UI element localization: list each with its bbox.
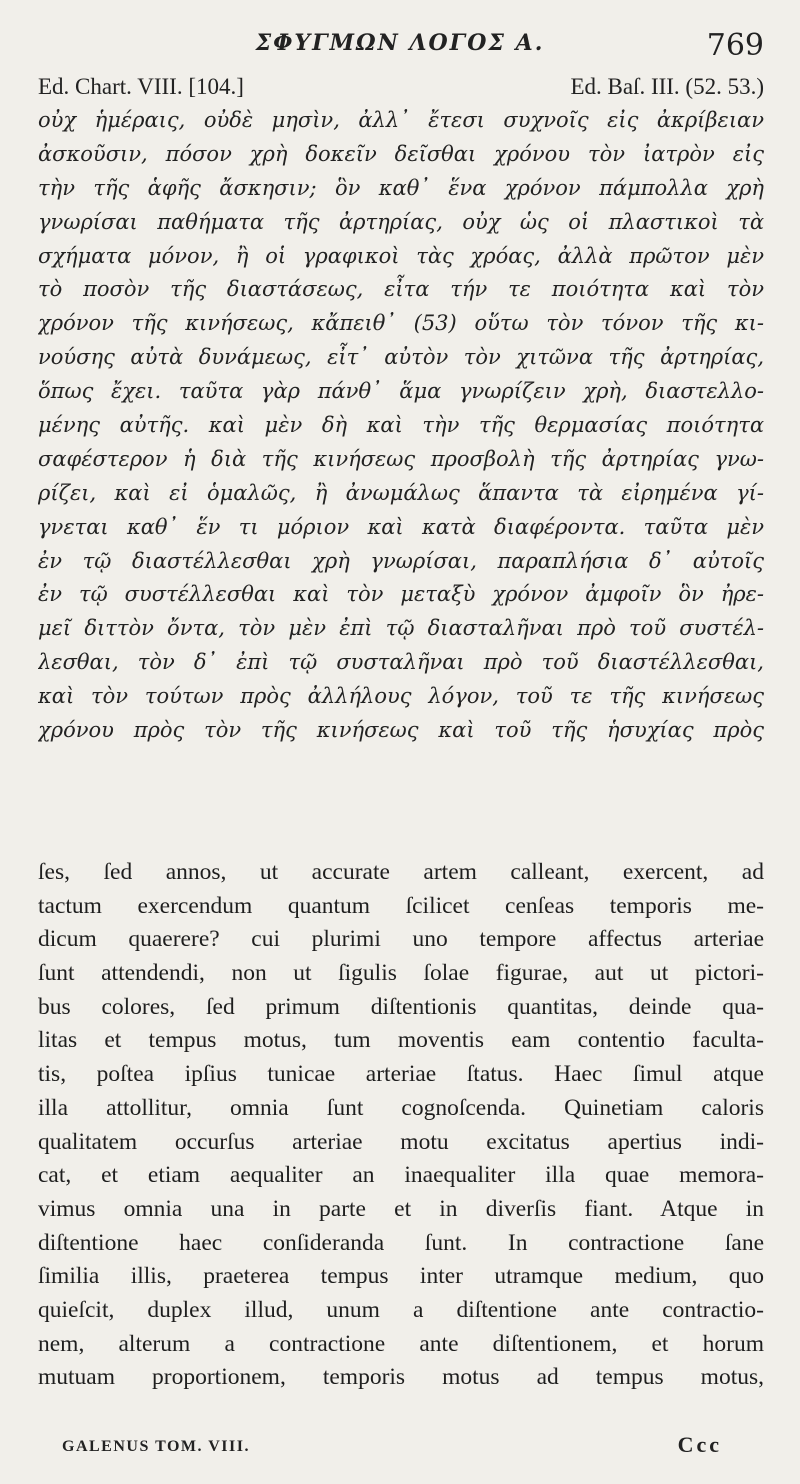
running-title: ΣΦΥΓΜΩΝ ΛΟΓΟΣ Α. (255, 30, 545, 56)
latin-line: quieſcit, duplex illud, unum a diſtentione ante contractio- (38, 1296, 764, 1323)
latin-line: tis, poſtea ipſius tunicae arteriae ſtatus. Haec ſimul atque (38, 1061, 764, 1088)
greek-line: τὸ ποσὸν τῆς διαστάσεως, εἶτα τήν τε ποιότητα καὶ τὸν (38, 277, 764, 302)
edition-reference-left: Ed. Chart. VIII. [104.] (38, 74, 244, 99)
latin-line: tactum exercendum quantum ſcilicet cenſeas temporis me- (38, 892, 764, 919)
signature-left: GALENUS TOM. VIII. (62, 1438, 250, 1455)
latin-line: dicum quaerere? cui plurimi uno tempore affectus arteriae (38, 926, 764, 953)
greek-line: καὶ τὸν τούτων πρὸς ἀλλήλους λόγον, τοῦ τε τῆς κινήσεως (38, 684, 764, 709)
edition-reference-line (38, 74, 764, 100)
latin-line: qualitatem occurſus arteriae motu excitatus apertius indi- (38, 1128, 764, 1155)
greek-line: ἐν τῷ διαστέλλεσθαι χρὴ γνωρίσαι, παραπλήσια δ᾽ αὐτοῖς (38, 548, 764, 573)
page-footer (62, 1432, 722, 1458)
greek-line: μένης αὐτῆς. καὶ μὲν δὴ καὶ τὴν τῆς θερμασίας ποιότητα (38, 413, 764, 438)
latin-line: mutuam proportionem, temporis motus ad tempus motus, (38, 1364, 764, 1391)
latin-text-block (38, 856, 764, 1395)
latin-line: ſunt attendendi, non ut ſigulis ſolae figurae, aut ut pictori- (38, 960, 764, 987)
latin-line: ſimilia illis, praeterea tempus inter utramque medium, quo (38, 1263, 764, 1290)
latin-line: diſtentione haec conſideranda ſunt. In contractione ſane (38, 1229, 764, 1256)
greek-line: μεῖ διττὸν ὄντα, τὸν μὲν ἐπὶ τῷ διασταλῆναι πρὸ τοῦ συστέλ- (38, 616, 764, 641)
latin-line: litas et tempus motus, tum moventis eam contentio faculta- (38, 1027, 764, 1054)
latin-line: cat, et etiam aequaliter an inaequaliter illa quae memora- (38, 1162, 764, 1189)
edition-reference-right: Ed. Baſ. III. (52. 53.) (570, 74, 764, 99)
greek-line: γνωρίσαι παθήματα τῆς ἀρτηρίας, οὐχ ὡς οἱ πλαστικοὶ τὰ (38, 209, 764, 234)
latin-line: nem, alterum a contractione ante diſtentionem, et horum (38, 1330, 764, 1357)
greek-line: λεσθαι, τὸν δ᾽ ἐπὶ τῷ συσταλῆναι πρὸ τοῦ διαστέλλεσθαι, (38, 650, 764, 675)
signature-right: Ccc (677, 1432, 722, 1457)
greek-text-block (38, 104, 764, 748)
greek-line: οὐχ ἡμέραις, οὐδὲ μησὶν, ἀλλ᾽ ἔτεσι συχνοῖς εἰς ἀκρίβειαν (38, 108, 764, 132)
latin-line: ſes, ſed annos, ut accurate artem calleant, exercent, ad (38, 859, 764, 885)
greek-line: ἐν τῷ συστέλλεσθαι καὶ τὸν μεταξὺ χρόνον ἀμφοῖν ὃν ἠρε- (38, 582, 764, 607)
greek-line: τὴν τῆς ἁφῆς ἄσκησιν; ὃν καθ᾽ ἕνα χρόνον πάμπολλα χρὴ (38, 175, 764, 200)
page-number: 769 (706, 28, 764, 63)
latin-line: illa attollitur, omnia ſunt cognoſcenda. Quinetiam caloris (38, 1094, 764, 1121)
greek-line: σαφέστερον ἡ διὰ τῆς κινήσεως προσβολὴ τῆς ἀρτηρίας γνω- (38, 446, 764, 471)
greek-line: χρόνου πρὸς τὸν τῆς κινήσεως καὶ τοῦ τῆς ἡσυχίας πρὸς (38, 718, 764, 743)
greek-line: ἀσκοῦσιν, πόσον χρὴ δοκεῖν δεῖσθαι χρόνου τὸν ἰατρὸν εἰς (38, 141, 764, 166)
greek-line: σχήματα μόνον, ἢ οἱ γραφικοὶ τὰς χρόας, ἀλλὰ πρῶτον μὲν (38, 243, 764, 268)
greek-line: χρόνον τῆς κινήσεως, κἄπειθ᾽ (53) οὕτω τὸν τόνον τῆς κι- (38, 311, 764, 336)
greek-line: νούσης αὐτὰ δυνάμεως, εἶτ᾽ αὐτὸν τὸν χιτῶνα τῆς ἀρτηρίας, (38, 345, 764, 370)
greek-line: γνεται καθ᾽ ἕν τι μόριον καὶ κατὰ διαφέροντα. ταῦτα μὲν (38, 514, 764, 539)
latin-line: bus colores, ſed primum diſtentionis quantitas, deinde qua- (38, 993, 764, 1020)
greek-line: ὅπως ἔχει. ταῦτα γὰρ πάνθ᾽ ἅμα γνωρίζειν χρὴ, διαστελλο- (38, 379, 764, 404)
greek-line: ρίζει, καὶ εἰ ὁμαλῶς, ἢ ἀνωμάλως ἅπαντα τὰ εἰρημένα γί- (38, 480, 764, 505)
latin-line: vimus omnia una in parte et in diverſis fiant. Atque in (38, 1195, 764, 1222)
